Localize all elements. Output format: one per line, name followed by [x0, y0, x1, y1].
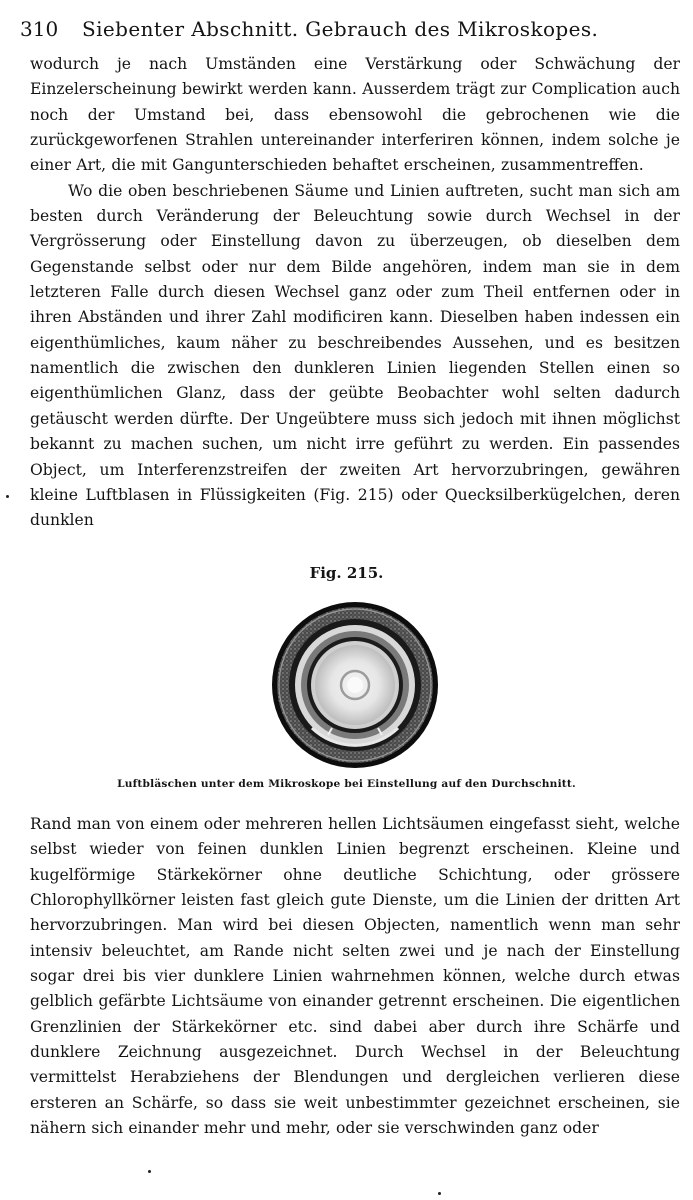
running-title: Siebenter Abschnitt. Gebrauch des Mikroskopes.	[82, 17, 599, 41]
ink-speck	[6, 495, 9, 498]
paragraph: wodurch je nach Umständen eine Verstärkung oder Schwächung der Einzelerscheinung bewirkt werden kann. Ausserdem trägt zur Complication auch noch der Umstand bei, dass ebensowohl die gebrochenen wie die zurückgeworfenen Strahlen untereinander interferiren können, indem solche je einer Art, die mit Gangunterschieden behaftet erscheinen, zusammentreffen.	[30, 55, 680, 175]
paragraph: Rand man von einem oder mehreren hellen Lichtsäumen eingefasst sieht, welche selbst wieder von feinen dunklen Linien begrenzt erscheinen. Kleine und kugelförmige Stärkekörner ohne deutliche Schichtung, oder grössere Chlorophyllkörner leisten fast gleich gute Dienste, um die Linien der dritten Art hervorzubringen. Man wird bei diesen Objecten, namentlich wenn man sehr intensiv beleuchtet, am Rande nicht selten zwei und je nach der Einstellung sogar drei bis vier dunklere Linien wahrnehmen können, welche durch etwas gelblich gefärbte Lichtsäume von einander getrennt erscheinen. Die eigentlichen Grenzlinien der Stärkekörner etc. sind dabei aber durch ihre Schärfe und dunklere Zeichnung ausgezeichnet. Durch Wechsel in der Beleuchtung vermittelst Herabziehens der Blendungen und dergleichen verlieren diese ersteren an Schärfe, so dass sie weit unbestimmter gezeichnet erscheinen, sie nähern sich einander mehr und mehr, oder sie verschwinden ganz oder	[30, 815, 680, 1138]
page-number: 310	[20, 17, 59, 41]
figure-caption: Luftbläschen unter dem Mikroskope bei Einstellung auf den Durchschnitt.	[117, 778, 576, 790]
body-text-top	[30, 52, 680, 552]
ink-speck	[438, 1192, 441, 1195]
air-bubble-illustration	[270, 600, 440, 770]
paragraph: Wo die oben beschriebenen Säume und Linien auftreten, sucht man sich am besten durch Veränderung der Beleuchtung sowie durch Wechsel in der Vergrösserung oder Einstellung davon zu überzeugen, ob dieselben dem Gegenstande selbst oder nur dem Bilde angehören, indem man sie in dem letzteren Falle durch diesen Wechsel ganz oder zum Theil entfernen oder in ihren Abständen und ihrer Zahl modificiren kann. Dieselben haben indessen ein eigenthümliches, kaum näher zu beschreibendes Aussehen, und es besitzen namentlich die zwischen den dunkleren Linien liegenden Stellen einen so eigenthümlichen Glanz, dass der geübte Beobachter wohl selten dadurch getäuscht werden dürfte. Der Ungeübtere muss sich jedoch mit ihnen möglichst bekannt zu machen suchen, um nicht irre geführt zu werden. Ein passendes Object, um Interferenzstreifen der zweiten Art hervorzubringen, gewähren kleine Luftblasen in Flüssigkeiten (Fig. 215) oder Quecksilberkügelchen, deren dunklen	[30, 181, 680, 530]
ink-speck	[148, 1170, 151, 1173]
page-header	[20, 14, 680, 44]
body-text-bottom	[30, 812, 680, 1180]
figure-air-bubble	[270, 600, 440, 770]
figure-label: Fig. 215.	[309, 564, 384, 582]
